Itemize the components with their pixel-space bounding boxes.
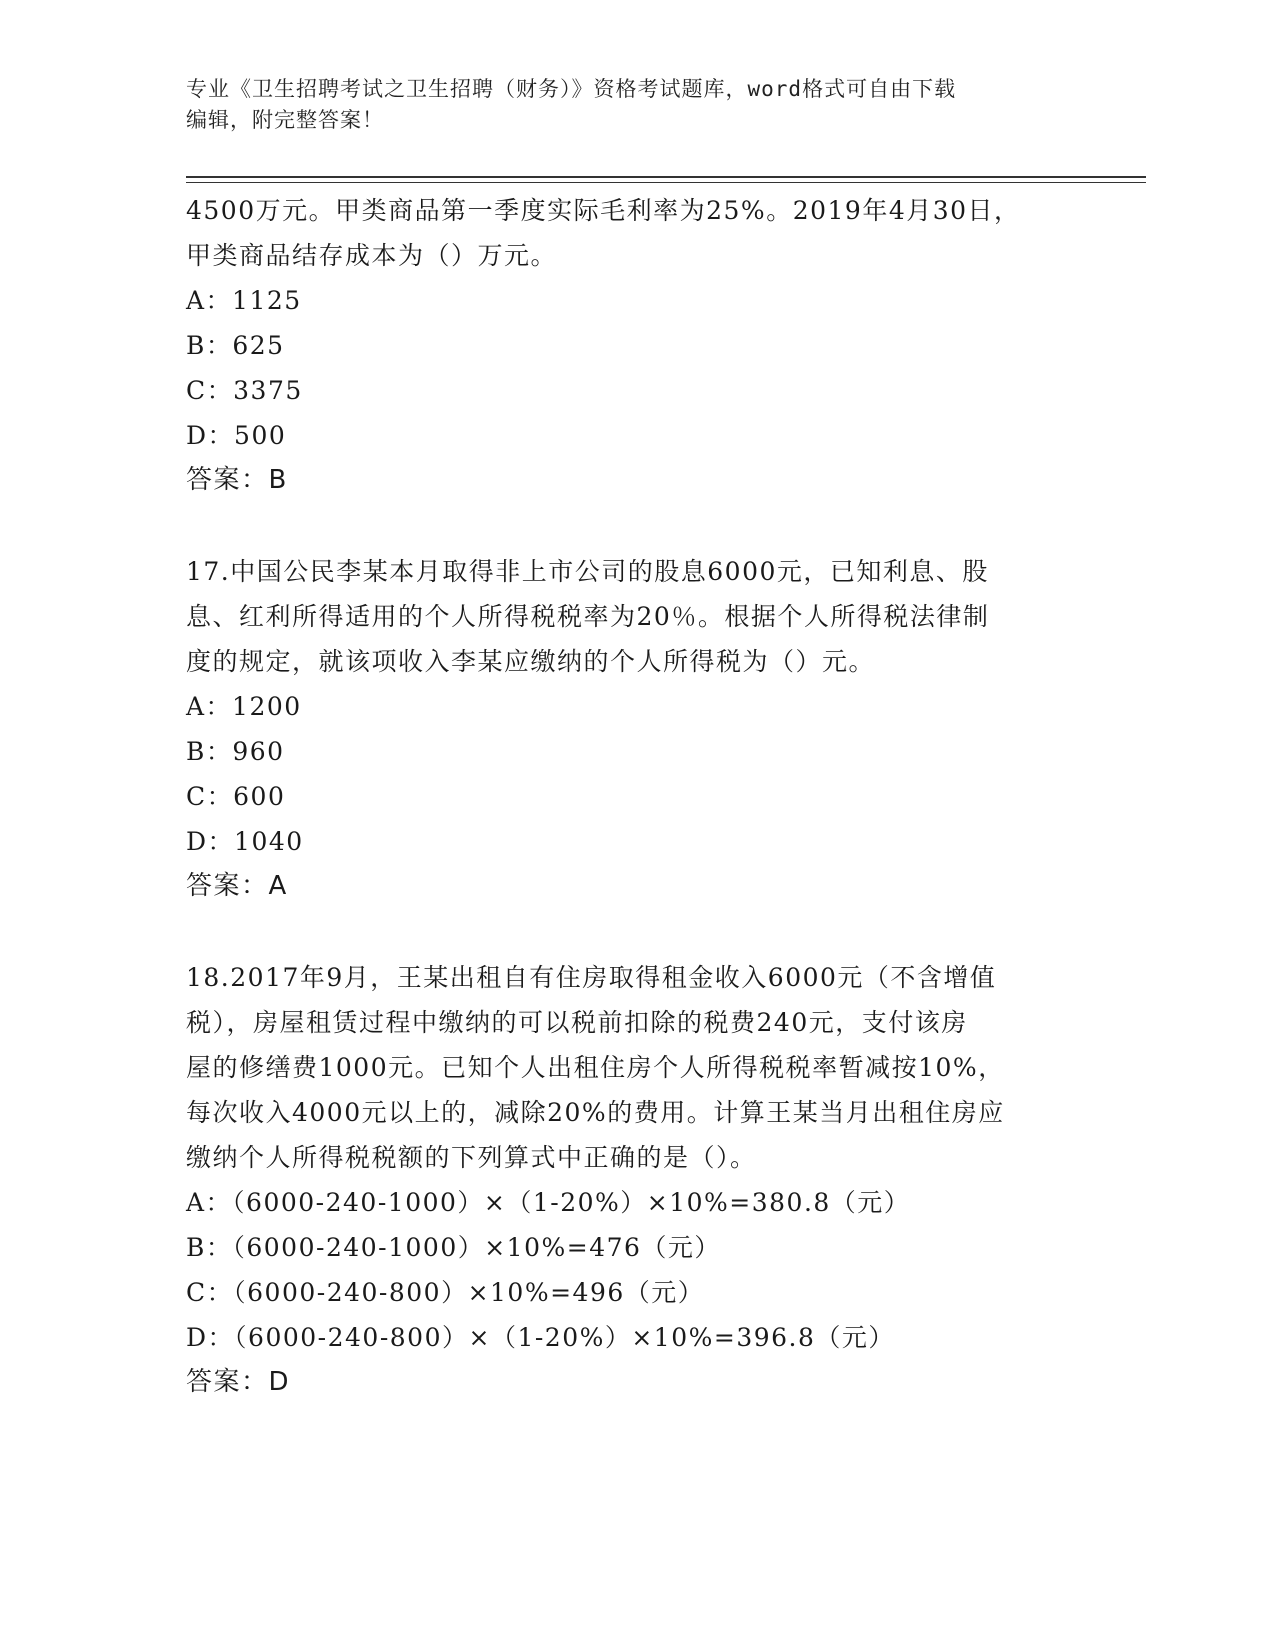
question-stem-line: 度的规定，就该项收入李某应缴纳的个人所得税为（）元。 [186, 647, 876, 676]
page-header [186, 74, 1066, 136]
option-a: A：1125 [186, 286, 302, 315]
question-item [186, 955, 1076, 1405]
question-stem-line: 屋的修缮费1000元。已知个人出租住房个人所得税税率暂减按10%， [186, 1053, 1005, 1082]
question-stem-line: 甲类商品结存成本为（）万元。 [186, 241, 558, 270]
option-c: C：600 [186, 782, 286, 811]
question-item [186, 188, 1076, 503]
header-title-line-2: 编辑，附完整答案！ [186, 108, 384, 132]
option-a: A：（6000-240-1000）×（1-20%）×10%=380.8（元） [186, 1188, 911, 1217]
question-list [186, 188, 1076, 1405]
option-b: B：625 [186, 331, 285, 360]
answer-line: 答案：A [186, 871, 288, 901]
answer-line: 答案：B [186, 465, 288, 495]
option-a: A：1200 [186, 692, 302, 721]
header-title-line-1: 专业《卫生招聘考试之卫生招聘（财务）》资格考试题库，word格式可自由下载 [186, 77, 957, 101]
question-spacer [186, 909, 1076, 955]
question-item [186, 549, 1076, 909]
question-stem-line: 18.2017年9月，王某出租自有住房取得租金收入6000元（不含增值 [186, 963, 997, 992]
question-stem-line: 4500万元。甲类商品第一季度实际毛利率为25%。2019年4月30日， [186, 196, 1021, 225]
answer-line: 答案：D [186, 1367, 291, 1397]
header-divider-thin [186, 182, 1146, 183]
header-divider-thick [186, 176, 1146, 178]
option-b: B：（6000-240-1000）×10%=476（元） [186, 1233, 721, 1262]
option-b: B：960 [186, 737, 285, 766]
question-stem-line: 息、红利所得适用的个人所得税税率为20％。根据个人所得税法律制 [186, 602, 990, 631]
option-c: C：（6000-240-800）×10%=496（元） [186, 1278, 705, 1307]
option-d: D：（6000-240-800）×（1-20%）×10%=396.8（元） [186, 1323, 895, 1352]
option-d: D：1040 [186, 827, 304, 856]
question-stem-line: 缴纳个人所得税税额的下列算式中正确的是（）。 [186, 1143, 757, 1172]
option-c: C：3375 [186, 376, 303, 405]
question-stem-line: 税），房屋租赁过程中缴纳的可以税前扣除的税费240元，支付该房 [186, 1008, 968, 1037]
option-d: D：500 [186, 421, 287, 450]
question-stem-line: 每次收入4000元以上的，减除20%的费用。计算王某当月出租住房应 [186, 1098, 1005, 1127]
question-stem-line: 17.中国公民李某本月取得非上市公司的股息6000元，已知利息、股 [186, 557, 989, 586]
question-spacer [186, 503, 1076, 549]
